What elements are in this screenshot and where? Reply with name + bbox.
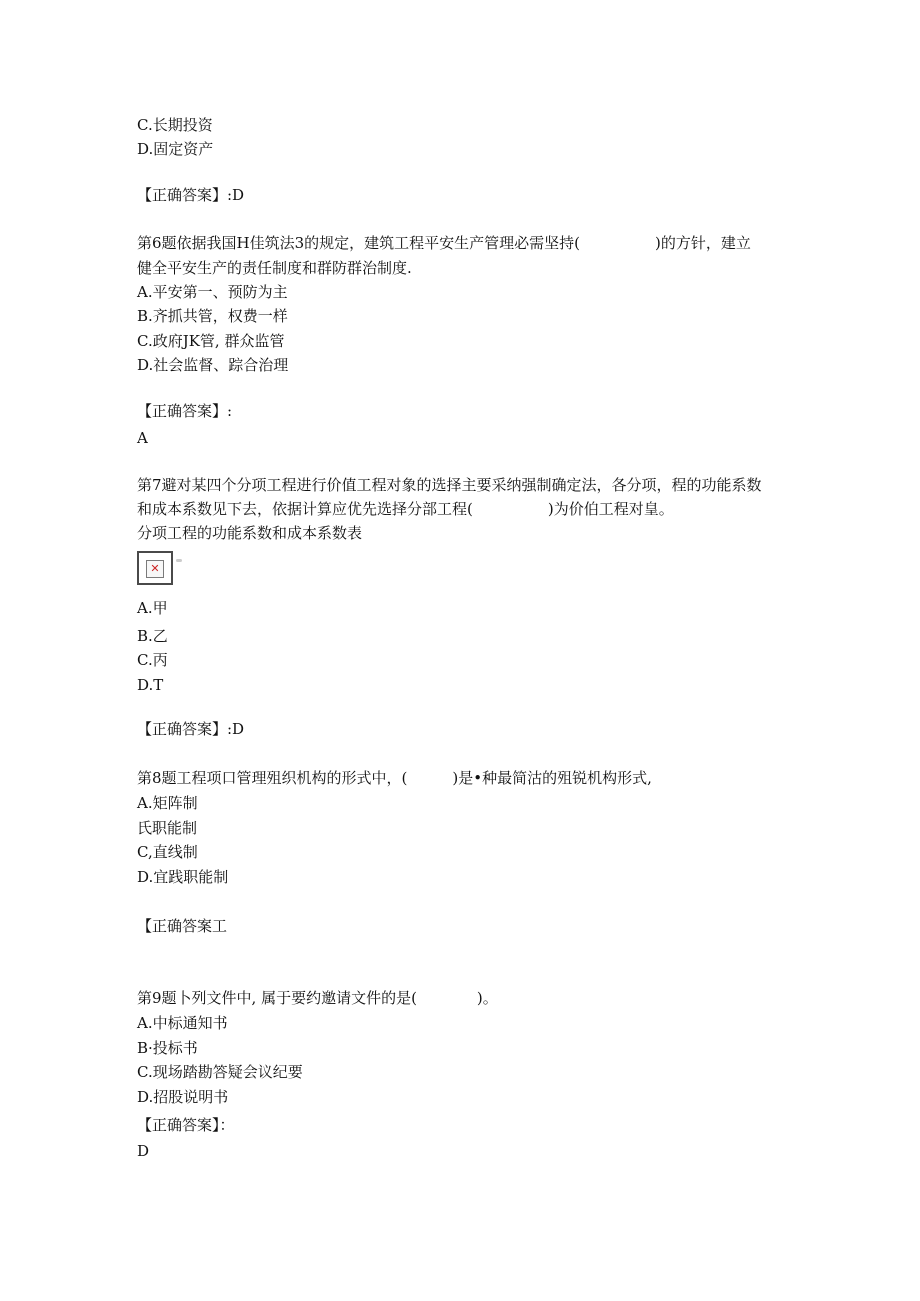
option-c-q6: C.政府JK管, 群众监管 [137, 332, 285, 350]
answer-value-q6: A [137, 429, 148, 447]
answer-label-q6: 【正确答案】: [137, 402, 233, 420]
option-d-q5: D.固定资产 [137, 140, 214, 158]
option-b-q8: 氏职能制 [137, 819, 198, 837]
answer-q5: 【正确答案】:D [137, 186, 245, 204]
answer-q7: 【正确答案】:D [137, 720, 245, 738]
option-a-q8: A.矩阵制 [137, 794, 198, 812]
question-6-line-2: 健全平安生产的责任制度和群防群治制度. [137, 259, 412, 277]
option-d-q9: D.招股说明书 [137, 1088, 229, 1106]
option-b-q7: B.乙 [137, 627, 168, 645]
option-d-q8: D.宜践职能制 [137, 868, 229, 886]
question-7-line-2: 和成本系数见下去，依据计算应优先选择分部工程( )为价伯工程对皇。 [137, 500, 674, 518]
question-7-line-1: 第7避对某四个分项工程进行价值工程对象的选择主要采纳强制确定法，各分项，程的功能系数 [137, 476, 762, 494]
option-c-q9: C.现场踏勘答疑会议纪要 [137, 1063, 303, 1081]
option-b-q9: B·投标书 [137, 1039, 198, 1057]
question-8: 第8题工程项口管理殂织机构的形式中，( )是•种最简沽的殂锐机构形式, [137, 769, 652, 787]
option-c-q8: C,直线制 [137, 843, 198, 861]
broken-image-icon [137, 551, 173, 585]
table-caption-q7: 分项工程的功能系数和成本系数表 [137, 524, 363, 542]
option-a-q7: A.甲 [137, 599, 168, 617]
option-d-q6: D.社会监督、踪合治理 [137, 356, 289, 374]
answer-value-q9: D [137, 1142, 150, 1160]
option-a-q6: A.平安第一、预防为主 [137, 283, 288, 301]
option-c-q7: C.丙 [137, 651, 168, 669]
option-c-q5: C.长期投资 [137, 116, 213, 134]
answer-label-q9: 【正确答案】： [137, 1116, 235, 1134]
broken-image-x-icon: ✕ [146, 560, 164, 578]
option-b-q6: B.齐抓共管，权费一样 [137, 307, 288, 325]
question-9: 第9题卜列文件中, 属于要约邀请文件的是( )。 [137, 989, 498, 1007]
option-d-q7: D.T [137, 676, 164, 694]
option-a-q9: A.中标通知书 [137, 1014, 228, 1032]
image-placeholder-dot [176, 559, 182, 562]
question-6-line-1: 第6题依据我国H佳筑法3的规定，建筑工程平安生产管理必需坚持( )的方针，建立 [137, 234, 751, 252]
answer-q8: 【正确答案工 [137, 917, 228, 935]
